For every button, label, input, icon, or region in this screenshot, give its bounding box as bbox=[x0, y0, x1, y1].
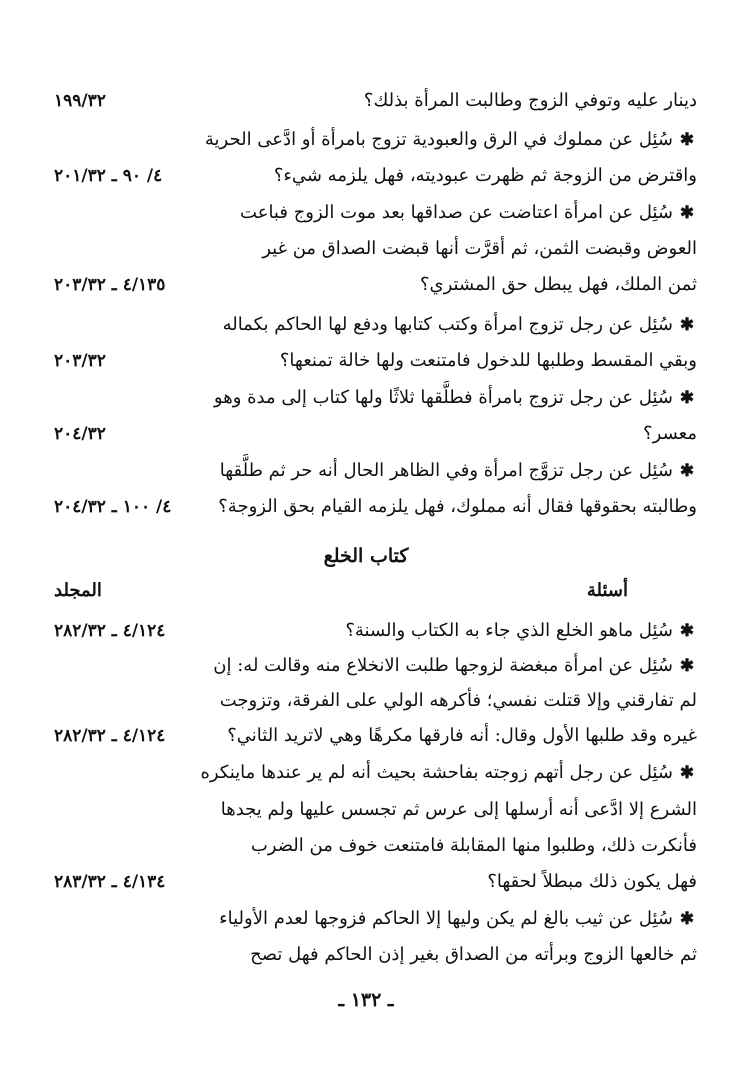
bullet-star-icon: ✱ bbox=[679, 461, 695, 481]
section-title: كتاب الخلع bbox=[323, 545, 409, 567]
bullet-star-icon: ✱ bbox=[679, 130, 695, 150]
entry-line bbox=[54, 80, 697, 122]
entry-text: وطالبته بحقوقها فقال أنه مملوك، فهل يلزمه القيام بحق الزوجة؟ bbox=[218, 496, 697, 517]
entry-line bbox=[54, 934, 697, 976]
volume-reference: ٤/١٢٤ ـ ٢٨٢/٣٢ bbox=[54, 726, 166, 746]
entry-text: سُئِل عن رجل تزوَّج امرأة وفي الظاهر الحال أنه حر ثم طلَّقها bbox=[219, 460, 673, 481]
entry-text: العوض وقبضت الثمن، ثم أقرَّت أنها قبضت الصداق من غير bbox=[262, 238, 697, 259]
entry-text: وبقي المقسط وطلبها للدخول فامتنعت ولها خالة تمنعها؟ bbox=[279, 350, 697, 371]
entry-text: دينار عليه وتوفي الزوج وطالبت المرأة بذلك؟ bbox=[363, 90, 697, 111]
volume-reference: ٢٠٣/٣٢ bbox=[54, 351, 106, 371]
entry-line bbox=[54, 715, 697, 757]
bullet-star-icon: ✱ bbox=[679, 388, 695, 408]
entry-text: سُئِل عن امرأة مبغضة لزوجها طلبت الانخلاع منه وقالت له: إن bbox=[213, 655, 673, 676]
entry-text: ثم خالعها الزوج وبرأته من الصداق بغير إذن الحاكم فهل تصح bbox=[250, 944, 697, 965]
bullet-star-icon: ✱ bbox=[679, 763, 695, 783]
entry-text: سُئِل عن رجل أتهم زوجته بفاحشة بحيث أنه لم ير عندها ماينكره bbox=[200, 762, 673, 783]
entry-text: معسر؟ bbox=[643, 423, 697, 444]
entry-text: سُئِل عن ثيب بالغ لم يكن وليها إلا الحاكم فزوجها لعدم الأولياء bbox=[219, 908, 673, 929]
bullet-star-icon: ✱ bbox=[679, 909, 695, 929]
entry-text: غيره وقد طلبها الأول وقال: أنه فارقها مكرهًا وهي لاتريد الثاني؟ bbox=[227, 725, 697, 746]
entry-text: لم تفارقني وإلا قتلت نفسي؛ فأكرهه الولي على الفرقة، وتزوجت bbox=[219, 690, 697, 711]
volume-reference: ٤/ ٩٠ ـ ٢٠١/٣٢ bbox=[54, 166, 163, 186]
volume-reference: ٤/١٢٤ ـ ٢٨٢/٣٢ bbox=[54, 621, 166, 641]
volume-reference: ٤/١٣٥ ـ ٢٠٣/٣٢ bbox=[54, 275, 166, 295]
bullet-star-icon: ✱ bbox=[679, 656, 695, 676]
entry-line bbox=[54, 413, 697, 455]
entry-text: سُئِل عن امرأة اعتاضت عن صداقها بعد موت الزوج فباعت bbox=[240, 202, 673, 223]
entry-text: سُئِل عن مملوك في الرق والعبودية تزوج بامرأة أو ادَّعى الحرية bbox=[204, 129, 673, 150]
entry-text: الشرع إلا ادَّعى أنه أرسلها إلى عرس ثم تجسس عليها ولم يجدها bbox=[220, 799, 697, 820]
entry-line bbox=[54, 861, 697, 903]
volume-reference: ٤/ ١٠٠ ـ ٢٠٤/٣٢ bbox=[54, 497, 172, 517]
entry-text: ثمن الملك، فهل يبطل حق المشتري؟ bbox=[419, 274, 697, 295]
entry-line bbox=[54, 340, 697, 382]
entry-text: فأنكرت ذلك، وطلبوا منها المقابلة فامتنعت خوف من الضرب bbox=[250, 835, 697, 856]
page-number: ـ ١٣٢ ـ bbox=[338, 989, 394, 1011]
entry-line bbox=[54, 264, 697, 306]
column-header-volume: المجلد bbox=[54, 580, 102, 601]
entry-line bbox=[54, 486, 697, 528]
volume-reference: ٤/١٣٤ ـ ٢٨٣/٣٢ bbox=[54, 872, 166, 892]
entry-text: سُئِل عن رجل تزوج امرأة وكتب كتابها ودفع لها الحاكم بكماله bbox=[222, 314, 673, 335]
entry-text: واقترض من الزوجة ثم ظهرت عبوديته، فهل يلزمه شيء؟ bbox=[273, 165, 697, 186]
volume-reference: ٢٠٤/٣٢ bbox=[54, 424, 106, 444]
entry-text: سُئِل ماهو الخلع الذي جاء به الكتاب والسنة؟ bbox=[345, 620, 673, 641]
entry-text: سُئِل عن رجل تزوج بامرأة فطلَّقها ثلاثًا ولها كتاب إلى مدة وهو bbox=[213, 387, 673, 408]
bullet-star-icon: ✱ bbox=[679, 621, 695, 641]
column-header-questions: أسئلة bbox=[586, 580, 628, 601]
bullet-star-icon: ✱ bbox=[679, 203, 695, 223]
entry-line bbox=[54, 752, 697, 794]
bullet-star-icon: ✱ bbox=[679, 315, 695, 335]
entry-text: فهل يكون ذلك مبطلاً لحقها؟ bbox=[487, 871, 697, 892]
entry-line bbox=[54, 155, 697, 197]
volume-reference: ١٩٩/٣٢ bbox=[54, 91, 106, 111]
